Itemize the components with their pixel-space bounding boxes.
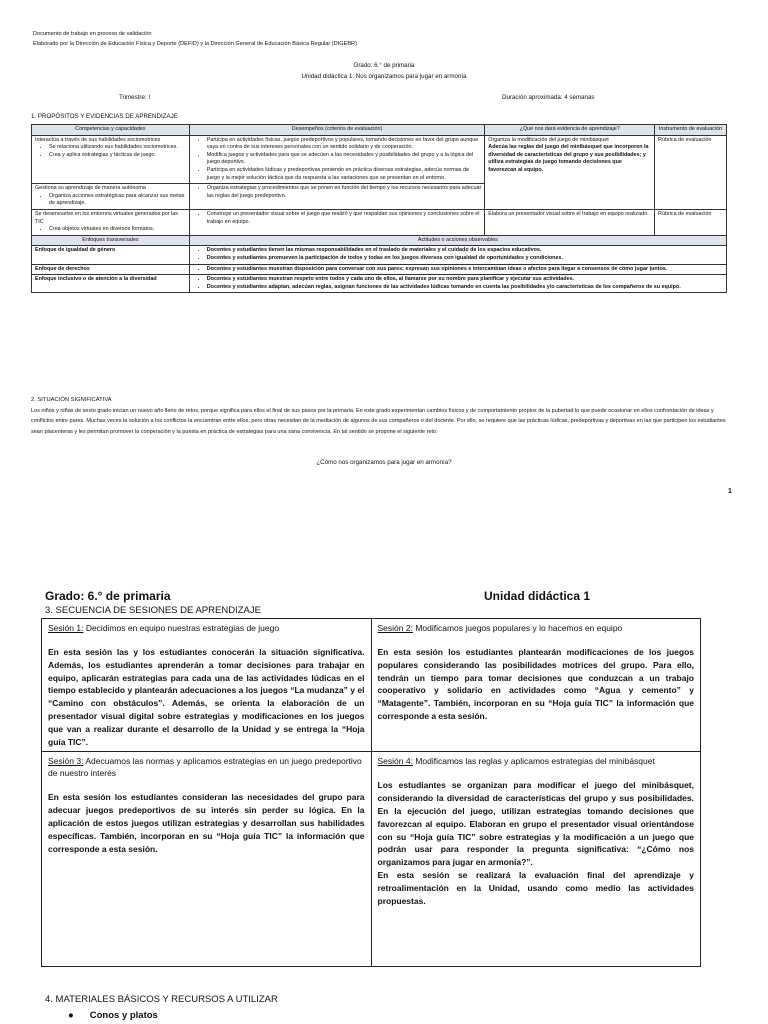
competencia-title: Gestiona su aprendizaje de manera autónoma [35, 185, 146, 192]
col-header-evidencia: ¿Qué nos dará evidencia de aprendizaje? [485, 125, 655, 136]
session-label: Sesión 3: [48, 756, 84, 767]
desempeno-item: • Organiza estrategias y procedimientos que se ponen en función del tiempo y los recursos necesarios para adecuar las reglas del juego predeportivo. [207, 185, 482, 200]
page2-grade: Grado: 6.° de primaria [45, 589, 171, 603]
reto-question: ¿Cómo nos organizamos para jugar en armonía? [316, 459, 452, 466]
session-cell [371, 752, 701, 967]
header-line-1: Documento de trabajo en proceso de validación [33, 31, 152, 37]
session-body: En esta sesión los estudiantes plantearán modificaciones de los juegos populares considerando las posibilidades motrices del grupo. Para ello, tendrán un tiempo para tomar decisiones que conduzcan a un trabajo cooperativo y solidario en actividades como “Agua y cemento” y “Matagente”. También, incorporan en su “Hoja guía TIC” la información que corresponde a esta sesión. [377, 647, 694, 721]
table-header-row [32, 125, 727, 136]
session-label: Sesión 4: [377, 756, 413, 767]
page2-unit: Unidad didáctica 1 [484, 589, 591, 603]
session-name: Decidimos en equipo nuestras estrategias de juego [83, 623, 280, 633]
actitudes-cell [189, 275, 726, 293]
enfoque-name: Enfoque de derechos [32, 264, 190, 275]
actitud-item: • Docentes y estudiantes adaptan, adecúan reglas, asignan funciones de las actividades lúdicas tomando en cuenta las posibilidades y/o características de los compañeros de su equipo. [207, 284, 723, 292]
session-body: Los estudiantes se organizan para modificar el juego del minibásquet, considerando la diversidad de características del grupo y sus posibilidades. En la ejecución del juego, utilizan estrategias tomando decisiones que favorezcan al equipo. Elaboran en grupo el presentador visual orientándose con su “Hoja guía TIC” sobre estrategias y la modificación a un juego que podrán usar para responder la pregunta significativa: “¿Cómo nos organizamos para jugar en armonía?”. [377, 780, 694, 868]
session-body: En esta sesión las y los estudiantes conocerán la situación significativa. Además, los estudiantes aprenderán a tomar decisiones para trabajar en equipo, aplicarán estrategias para cada una de las actividades lúdicas en el tiempo establecido y plantearán adecuaciones a los juegos “La mudanza” y el “Camino con obstáculos”. Además, se orienta la elaboración de un presentador visual digital sobre estrategias y modificaciones en los juegos que van a realizar durante el desarrollo de la Unidad y se entrega la “Hoja guía TIC”. [48, 647, 365, 747]
document-header [33, 29, 357, 49]
enfoques-header: Enfoques transversales [32, 235, 190, 246]
competencia-title: Se desenvuelve en los entornos virtuales generados por las TIC [35, 210, 178, 225]
evidencia-cell [485, 135, 655, 209]
actitudes-cell [189, 246, 726, 264]
competencia-title: Interactúa a través de sus habilidades sociomotrices [35, 136, 161, 143]
sessions-table [41, 618, 701, 967]
session-label: Sesión 1: [48, 623, 84, 633]
desempeno-item: • Participa en actividades físicas, juegos predeportivos y populares, tomando decisiones en favor del grupo aunque vaya en contra de sus intereses personales con un sentido solidario y de cooperación. [207, 137, 482, 152]
col-header-desempenos: Desempeños (criterios de evaluación) [189, 125, 485, 136]
table-row [32, 209, 727, 235]
desempeno-item: • Participa en actividades lúdicas y predeportivas poniendo en práctica diversas estrategias, adecúa normas de juego y la mejor solución táctica que da respuesta a las variaciones que se presentan en el entorno. [207, 167, 482, 182]
table-row [42, 752, 701, 967]
bullet-icon: ● [68, 1010, 74, 1021]
actitudes-cell [189, 264, 726, 275]
header-line-2: Elaborado por la Dirección de Educación Física y Deporte (DEFID) y la Dirección General de Educación Básica Regular (DIGEBR) [33, 41, 357, 47]
session-title [378, 622, 695, 634]
section-3-title: 3. SECUENCIA DE SESIONES DE APRENDIZAJE [45, 605, 261, 616]
evidencia-body: Adecúa las reglas del juego del minibásquet que incorporen la diversidad de características del grupo y sus posibilidades; y utiliza estrategias de juego tomando decisiones que favorezcan al equipo. [488, 144, 649, 173]
session-name: Adecuamos las normas y aplicamos estrategias en un juego predeportivo de nuestro interés [48, 756, 362, 779]
capacidad-item: • Se relaciona utilizando sus habilidades sociomotrices. [49, 144, 186, 152]
capacidad-item: • Crea objetos virtuales en diversos formatos. [49, 226, 186, 234]
actitudes-header: Actitudes o acciones observables [189, 235, 726, 246]
desempeno-item: • Modifica juegos y actividades para que se adecúen a las necesidades y posibilidades del grupo y a la lógica del juego deportivo. [207, 152, 482, 167]
session-name: Modificamos las reglas y aplicamos estrategias del minibásquet [412, 756, 655, 767]
desempeno-cell [189, 209, 485, 235]
table-row [32, 135, 727, 184]
session-cell [42, 619, 372, 752]
page-number: 1 [728, 488, 732, 495]
session-title [378, 755, 695, 767]
enfoque-name: Enfoque de igualdad de género [32, 246, 190, 264]
desempeno-cell [189, 135, 485, 184]
session-body-2: En esta sesión se realizará la evaluación final del aprendizaje y retroalimentación en la Unidad, usando como medio las actividades propuestas. [377, 869, 694, 906]
table-row [32, 246, 727, 264]
actitud-item: • Docentes y estudiantes promueven la participación de todos y todas en los juegos diversos con igualdad de oportunidades y condiciones. [207, 255, 723, 263]
section-1-title: 1. PROPÓSITOS Y EVIDENCIAS DE APRENDIZAJE [31, 113, 178, 120]
enfoques-header-row [32, 235, 727, 246]
session-cell [371, 619, 701, 752]
capacidad-item: • Crea y aplica estrategias y tácticas de juego. [49, 152, 186, 160]
session-cell [42, 752, 372, 967]
actitud-item: • Docentes y estudiantes tienen las mismas responsabilidades en el traslado de materiales y el cuidado de los espacios educativos. [207, 247, 723, 255]
actitud-item: • Docentes y estudiantes muestran respeto entre todos y cada uno de ellos, al llamarse por su nombre para planificar y ejecutar sus actividades. [207, 276, 723, 284]
session-title [48, 755, 365, 779]
table-row [32, 275, 727, 293]
section-2-title: 2. SITUACIÓN SIGNIFICATIVA [31, 397, 112, 403]
situacion-text: Los niños y niñas de sexto grado inician un nuevo año lleno de retos, porque significa para ellos el final de sus pasos por la primaria. En este grado experimentan cambios físicos y de comportamiento propios de la pubertad lo que puede ocasionar en ellos confrontación de ideas y conflictos entre pares. Muchas veces la solución a los conflictos la encuentran entre ellos, pero otras necesitan de la mediación de algunos de sus compañeros o del docente. Por ello, se requiere que las prácticas lúdicas, predeportivas y deportivas en las que participen los estudiantes sean placenteras y les permitan promover la cooperación y la puesta en práctica de estrategias para una sana convivencia. En tal sentido se propone el siguiente reto: [31, 408, 726, 435]
desempeno-item: • Construye un presentador visual sobre el juego que realizó y que respaldan sus opiniones y conclusiones sobre el trabajo en equipo. [207, 211, 482, 226]
col-header-competencias: Competencias y capacidades [32, 125, 190, 136]
capacidad-item: • Organiza acciones estratégicas para alcanzar sus metas de aprendizaje. [49, 193, 186, 208]
materials-list-item [68, 1010, 158, 1021]
evidencia-cell: Elabora un presentador visual sobre el trabajo en equipo realizado. [485, 209, 655, 235]
material-text: Conos y platos [89, 1010, 158, 1021]
trimester: Trimestre: I [119, 94, 151, 101]
competencia-cell [32, 135, 190, 184]
session-name: Modificamos juegos populares y lo hacemos en equipo [412, 623, 623, 633]
table-row [42, 619, 701, 752]
evidencia-title: Organiza la modificación del juego de minibásquet [488, 136, 609, 143]
grade-title: Grado: 6.° de primaria [353, 62, 415, 69]
session-label: Sesión 2: [377, 623, 413, 633]
session-title [48, 622, 365, 634]
table-row [32, 264, 727, 275]
purposes-table [31, 124, 727, 293]
competencia-cell [32, 209, 190, 235]
desempeno-cell [189, 184, 485, 210]
col-header-instrumento: Instrumento de evaluación [655, 125, 727, 136]
session-body: En esta sesión los estudiantes consideran las necesidades del grupo para adecuar juegos predeportivos de su interés sin perder su lógica. En la aplicación de estos juegos utilizan estrategias y desarrollan sus habilidades específicas. También, incorporan en su “Hoja guía TIC” la información que corresponde a esta sesión. [48, 792, 365, 854]
actitud-item: • Docentes y estudiantes muestran disposición para conversar con sus pares; expresan sus opiniones e intercambian ideas o afectos para llegar a consensos de cómo jugar juntos. [207, 266, 723, 274]
competencia-cell [32, 184, 190, 210]
enfoque-name: Enfoque inclusivo o de atención a la diversidad [32, 275, 190, 293]
unit-title: Unidad didáctica 1: Nos organizamos para jugar en armonía [301, 73, 467, 80]
instrumento-cell: Rúbrica de evaluación [655, 135, 727, 209]
section-4-title: 4. MATERIALES BÁSICOS Y RECURSOS A UTILIZAR [45, 994, 278, 1005]
duration: Duración aproximada: 4 semanas [502, 94, 595, 101]
instrumento-cell: Rúbrica de evaluación [655, 209, 727, 235]
